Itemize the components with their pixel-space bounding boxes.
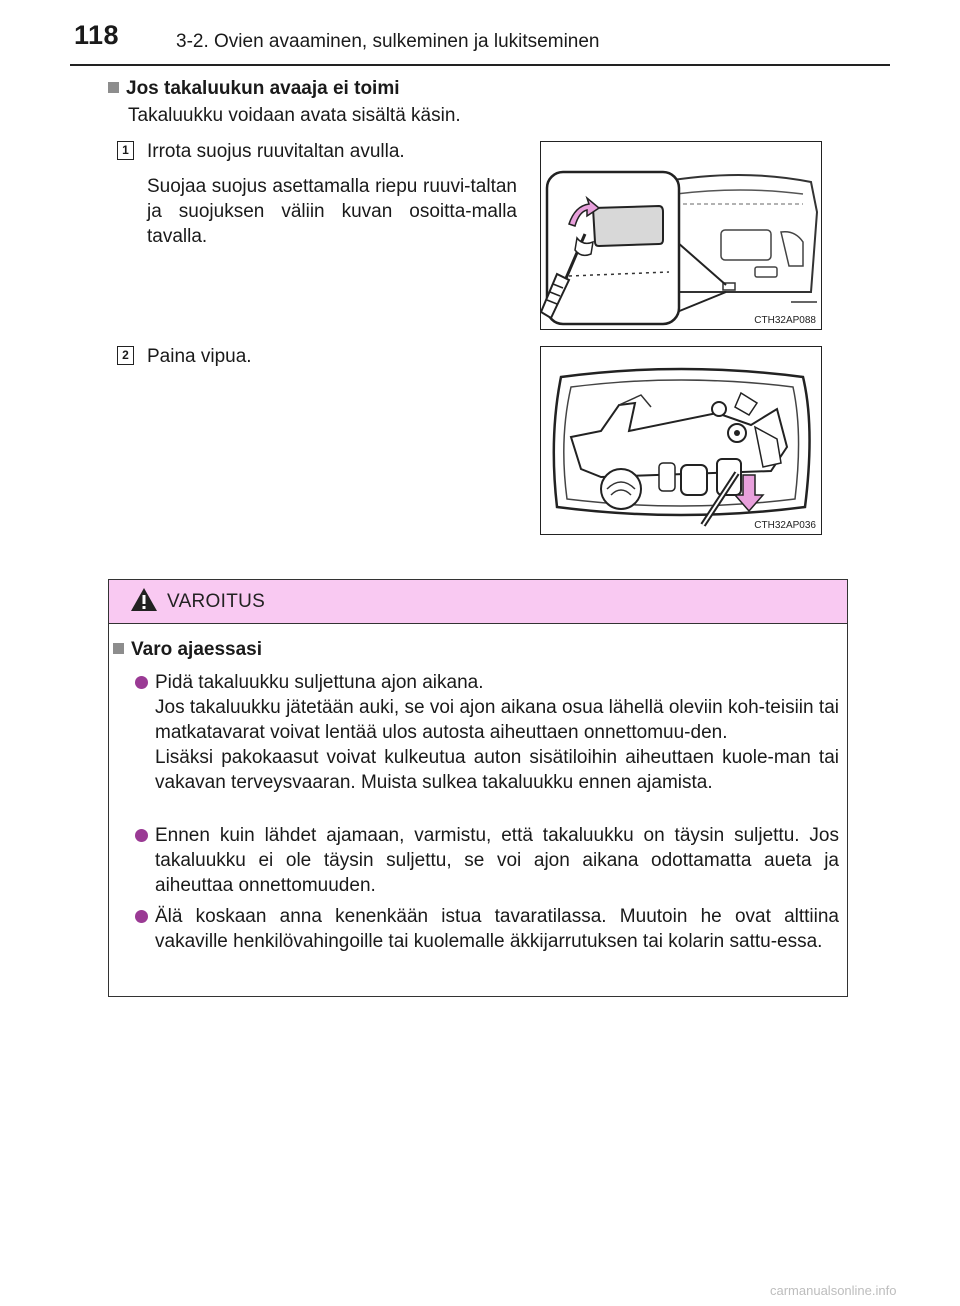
- warning-header: [109, 580, 847, 624]
- square-bullet-icon: [108, 82, 119, 93]
- warning-bullet-1: [135, 670, 839, 795]
- section-heading: [108, 78, 400, 100]
- figure-2-code: CTH32AP036: [754, 520, 816, 531]
- section-intro: Takaluukku voidaan avata sisältä käsin.: [128, 105, 461, 126]
- warning-title: VAROITUS: [167, 591, 266, 612]
- step-1-note: Suojaa suojus asettamalla riepu ruuvi-taltan ja suojuksen väliin kuvan osoitta-malla tavalla.: [147, 176, 517, 247]
- warning-bullet-3-text: Älä koskaan anna kenenkään istua tavaratilassa. Muutoin he ovat alttiina vakaville henkilövahingoille tai kuolemalle äkkijarrutuksen tai kolarin sattu-essa.: [155, 906, 839, 952]
- figure-2: [540, 346, 822, 535]
- bullet-dot-icon: [135, 829, 148, 842]
- section-heading-text: Jos takaluukun avaaja ei toimi: [126, 78, 400, 99]
- header-title: 3-2. Ovien avaaminen, sulkeminen ja lukitseminen: [176, 31, 600, 52]
- warning-bullet-1-para2: Lisäksi pakokaasut voivat kulkeutua auton sisätiloihin aiheuttaen kuole-man tai vakavan terveysvaaran. Muista sulkea takaluukku ennen ajamista.: [155, 747, 839, 793]
- page-number: 118: [74, 20, 120, 50]
- step-1-number: 1: [117, 141, 134, 160]
- step-2-text: Paina vipua.: [147, 346, 252, 367]
- warning-bullet-3: [135, 904, 839, 954]
- tailgate-cover-illustration: [541, 142, 821, 329]
- square-bullet-icon: [113, 643, 124, 654]
- header-rule: [70, 64, 890, 66]
- footer-watermark: carmanualsonline.info: [770, 1283, 897, 1298]
- warning-subheading-text: Varo ajaessasi: [131, 639, 262, 660]
- warning-triangle-icon: [129, 586, 159, 614]
- warning-box: [108, 579, 848, 997]
- tailgate-lever-illustration: [541, 347, 821, 534]
- figure-1: [540, 141, 822, 330]
- step-1-text: Irrota suojus ruuvitaltan avulla.: [147, 141, 405, 162]
- step-2-number: 2: [117, 346, 134, 365]
- bullet-dot-icon: [135, 676, 148, 689]
- warning-bullet-2: [135, 823, 839, 898]
- figure-1-code: CTH32AP088: [754, 315, 816, 326]
- warning-bullet-2-text: Ennen kuin lähdet ajamaan, varmistu, että takaluukku on täysin suljettu. Jos takaluukku ei ole täysin suljettu, se voi ajon aikana odottamatta aueta ja aiheuttaa onnettomuuden.: [155, 825, 839, 896]
- warning-bullet-1-para1: Jos takaluukku jätetään auki, se voi ajon aikana osua lähellä oleviin koh-teisiin tai matkatavarat voivat lentää ulos autosta aiheuttaen onnettomuu-den.: [155, 697, 839, 743]
- warning-bullet-1-line: Pidä takaluukku suljettuna ajon aikana.: [155, 672, 484, 693]
- bullet-dot-icon: [135, 910, 148, 923]
- warning-subheading: [113, 639, 262, 661]
